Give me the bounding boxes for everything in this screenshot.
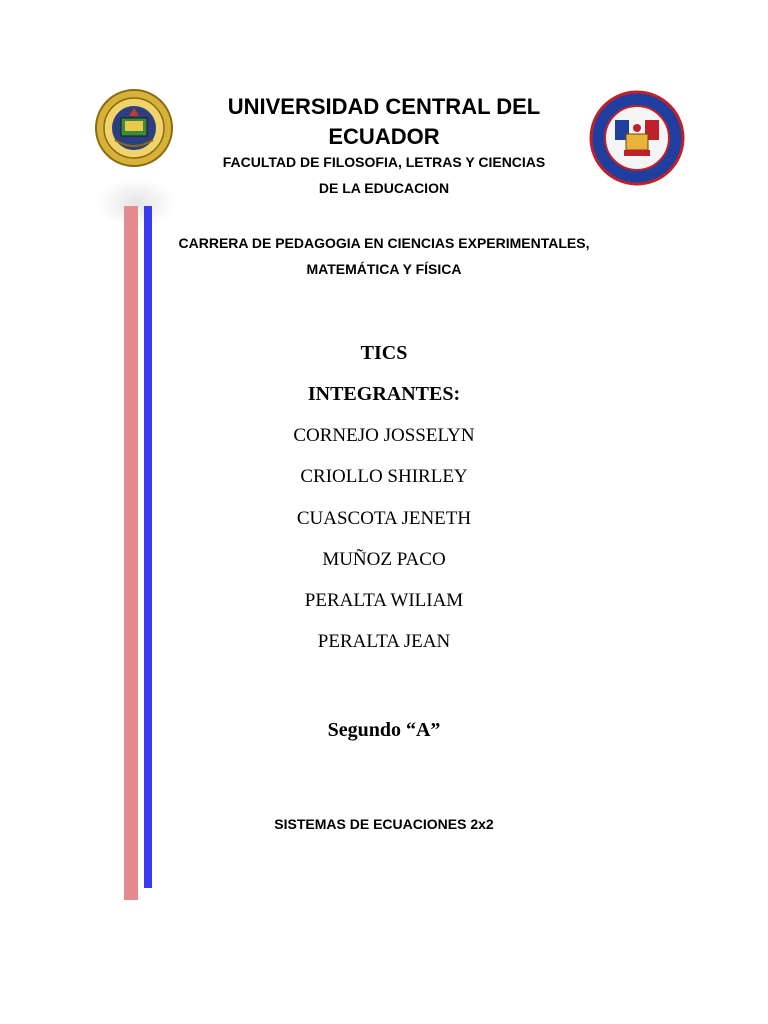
faculty-line-1: FACULTAD DE FILOSOFIA, LETRAS Y CIENCIAS [222,154,546,170]
member-name: CUASCOTA JENETH [296,508,472,529]
faculty-seal-icon [588,90,686,186]
faculty-line-2: DE LA EDUCACION [318,180,450,196]
topic-title: SISTEMAS DE ECUACIONES 2x2 [274,816,494,832]
decorative-blue-bar [144,206,152,888]
grade-label: Segundo “A” [327,719,441,741]
member-name: CORNEJO JOSSELYN [293,425,475,446]
subject-title: TICS [360,342,408,364]
member-name: MUÑOZ PACO [322,549,446,570]
member-name: CRIOLLO SHIRLEY [300,466,468,487]
career-line-1: CARRERA DE PEDAGOGIA EN CIENCIAS EXPERIMENTALES, [178,235,590,251]
member-name: PERALTA WILIAM [304,590,464,611]
member-name: PERALTA JEAN [317,631,451,652]
members-heading: INTEGRANTES: [307,383,461,405]
career-line-2: MATEMÁTICA Y FÍSICA [306,261,462,277]
university-title: UNIVERSIDAD CENTRAL DEL ECUADOR [227,94,541,149]
